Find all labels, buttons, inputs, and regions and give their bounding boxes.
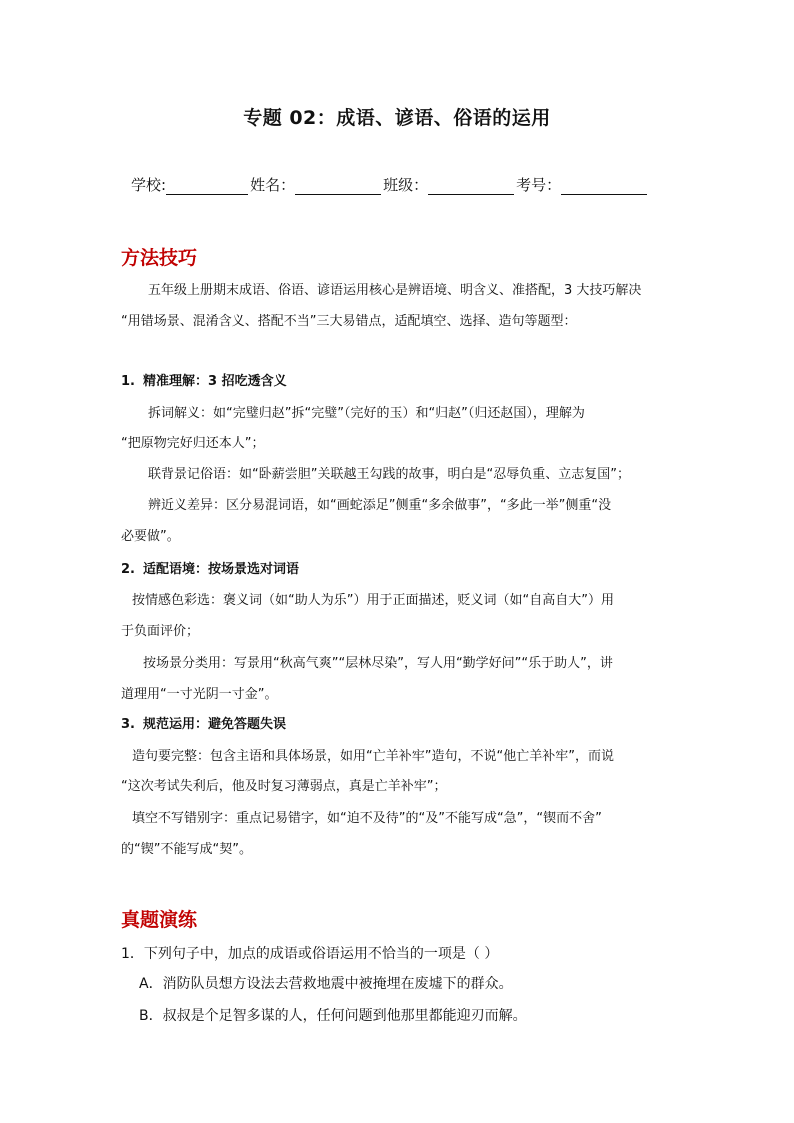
section-heading-methods: 方法技巧 (121, 247, 198, 269)
item-3-line-2: “这次考试失利后，他及时复习薄弱点，真是亡羊补牢”； (121, 779, 447, 794)
item-1-line-5: 必要做”。 (121, 529, 180, 544)
class-blank (428, 179, 514, 195)
item-2-heading (121, 561, 299, 579)
item-2-title: 适配语境：按场景选对词语 (143, 562, 300, 577)
item-2-line-4: 道理用“一寸光阴一寸金”。 (121, 687, 278, 702)
item-1-heading (121, 373, 287, 391)
item-3-line-4: 的“锲”不能写成“契”。 (121, 842, 252, 857)
student-info-row (131, 174, 649, 195)
item-2-number: 2. (121, 562, 135, 577)
item-2-line-3: 按场景分类用：写景用“秋高气爽”“层林尽染”，写人用“勤学好问”“乐于助人”，讲 (143, 656, 613, 671)
intro-line-1: 五年级上册期末成语、俗语、谚语运用核心是辨语境、明含义、准搭配，3 大技巧解决 (148, 283, 642, 298)
item-2-line-2: 于负面评价； (121, 624, 200, 639)
intro-line-2: “用错场景、混淆含义、搭配不当”三大易错点，适配填空、选择、造句等题型： (121, 314, 577, 329)
name-label: 姓名： (250, 176, 296, 194)
question-1: 1．下列句子中，加点的成语或俗语运用不恰当的一项是（ ） (121, 946, 499, 962)
item-3-heading (121, 716, 286, 734)
question-1-option-b: B．叔叔是个足智多谋的人，任何问题到他那里都能迎刃而解。 (139, 1008, 527, 1024)
class-label: 班级： (383, 176, 429, 194)
item-1-line-4: 辨近义差异：区分易混词语，如“画蛇添足”侧重“多余做事”，“多此一举”侧重“没 (148, 498, 612, 513)
section-heading-practice: 真题演练 (121, 909, 198, 931)
item-3-line-1: 造句要完整：包含主语和具体场景，如用“亡羊补牢”造句，不说“他亡羊补牢”，而说 (132, 749, 614, 764)
item-1-number: 1. (121, 374, 135, 389)
item-1-title: 精准理解：3 招吃透含义 (143, 374, 287, 389)
exam-no-label: 考号： (516, 176, 562, 194)
exam-no-blank (561, 179, 647, 195)
item-1-line-3: 联背景记俗语：如“卧薪尝胆”关联越王勾践的故事，明白是“忍辱负重、立志复国”； (148, 467, 630, 482)
page-title: 专题 02：成语、谚语、俗语的运用 (243, 107, 551, 129)
question-1-option-a: A．消防队员想方设法去营救地震中被掩埋在废墟下的群众。 (139, 976, 513, 992)
school-blank (166, 179, 248, 195)
item-2-line-1: 按情感色彩选：褒义词（如“助人为乐”）用于正面描述，贬义词（如“自高自大”）用 (132, 593, 614, 608)
item-3-title: 规范运用：避免答题失误 (143, 717, 287, 732)
item-1-line-2: “把原物完好归还本人”； (121, 436, 265, 451)
item-1-line-1: 拆词解义：如“完璧归赵”拆“完璧”（完好的玉）和“归赵”（归还赵国），理解为 (148, 406, 585, 421)
item-3-line-3: 填空不写错别字：重点记易错字，如“迫不及待”的“及”不能写成“急”，“锲而不舍” (132, 811, 602, 826)
name-blank (295, 179, 381, 195)
school-label: 学校: (131, 176, 167, 194)
item-3-number: 3. (121, 717, 135, 732)
